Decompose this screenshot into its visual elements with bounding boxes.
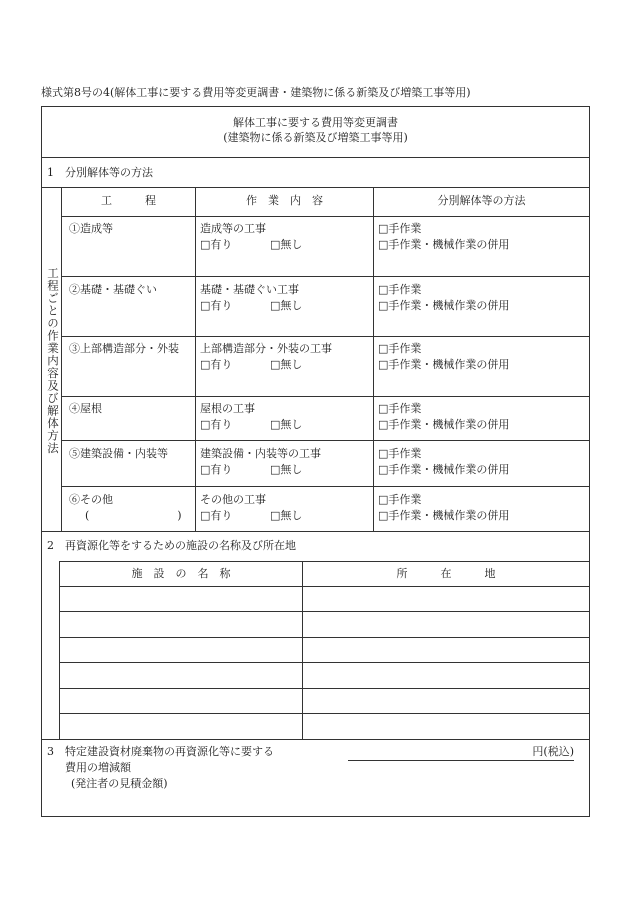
header-facility-name: 施 設 の 名 称 <box>131 567 231 580</box>
row6-method-combined-checkbox[interactable]: □手作業・機械作業の併用 <box>378 509 510 522</box>
row6-yes-checkbox[interactable]: □有り <box>200 509 233 522</box>
row6-no-checkbox[interactable]: □無し <box>270 509 303 522</box>
form-caption: 様式第8号の4(解体工事に要する費用等変更調書・建築物に係る新築及び増築工事等用) <box>41 86 471 99</box>
header-method: 分別解体等の方法 <box>437 194 526 207</box>
divider <box>59 713 589 714</box>
row1-method-manual-checkbox[interactable]: □手作業 <box>378 222 422 235</box>
row5-work: 建築設備・内装等の工事 <box>200 447 321 460</box>
divider <box>61 276 589 277</box>
header-work: 作 業 内 容 <box>246 194 323 207</box>
divider <box>59 688 589 689</box>
row6-work: その他の工事 <box>200 493 266 506</box>
title-line-2: (建築物に係る新築及び増築工事等用) <box>223 131 408 144</box>
section3-heading: 3 特定建設資材廃棄物の再資源化等に要する <box>47 745 274 758</box>
row4-method-manual-checkbox[interactable]: □手作業 <box>378 402 422 415</box>
section1-heading: 1 分別解体等の方法 <box>47 166 153 179</box>
section2-heading: 2 再資源化等をするための施設の名称及び所在地 <box>47 539 296 552</box>
row3-process: ③上部構造部分・外装 <box>69 342 179 355</box>
divider <box>61 486 589 487</box>
row1-no-checkbox[interactable]: □無し <box>270 238 303 251</box>
row3-no-checkbox[interactable]: □無し <box>270 358 303 371</box>
amount-unit: 円(税込) <box>532 745 574 758</box>
divider <box>42 739 589 740</box>
section1-side-label: 工程ごとの作業内容及び解体方法 <box>46 267 60 455</box>
row1-method-combined-checkbox[interactable]: □手作業・機械作業の併用 <box>378 238 510 251</box>
divider <box>59 662 589 663</box>
row3-method-combined-checkbox[interactable]: □手作業・機械作業の併用 <box>378 358 510 371</box>
divider <box>61 187 62 531</box>
header-process: 工 程 <box>101 194 156 207</box>
section3-line2: 費用の増減額 <box>65 761 131 774</box>
row4-process: ④屋根 <box>69 402 102 415</box>
amount-field[interactable] <box>348 744 574 761</box>
row3-method-manual-checkbox[interactable]: □手作業 <box>378 342 422 355</box>
row4-no-checkbox[interactable]: □無し <box>270 418 303 431</box>
row6-method-manual-checkbox[interactable]: □手作業 <box>378 493 422 506</box>
divider <box>61 336 589 337</box>
row1-work: 造成等の工事 <box>200 222 266 235</box>
row2-method-manual-checkbox[interactable]: □手作業 <box>378 283 422 296</box>
row5-process: ⑤建築設備・内装等 <box>69 447 168 460</box>
divider <box>59 561 589 562</box>
row2-yes-checkbox[interactable]: □有り <box>200 299 233 312</box>
divider <box>195 187 196 531</box>
divider <box>61 216 589 217</box>
row2-no-checkbox[interactable]: □無し <box>270 299 303 312</box>
row3-work: 上部構造部分・外装の工事 <box>200 342 332 355</box>
row1-yes-checkbox[interactable]: □有り <box>200 238 233 251</box>
row6-process-blank[interactable]: ( ) <box>85 509 182 522</box>
header-facility-location: 所 在 地 <box>396 567 496 580</box>
row2-work: 基礎・基礎ぐい工事 <box>200 283 299 296</box>
form-frame <box>41 106 590 817</box>
row6-process: ⑥その他 <box>69 493 113 506</box>
row4-method-combined-checkbox[interactable]: □手作業・機械作業の併用 <box>378 418 510 431</box>
row4-yes-checkbox[interactable]: □有り <box>200 418 233 431</box>
row5-no-checkbox[interactable]: □無し <box>270 463 303 476</box>
divider <box>61 440 589 441</box>
row1-process: ①造成等 <box>69 222 113 235</box>
row2-process: ②基礎・基礎ぐい <box>69 283 157 296</box>
section3-line3: (発注者の見積金額) <box>71 777 168 790</box>
divider <box>61 396 589 397</box>
title-line-1: 解体工事に要する費用等変更調書 <box>233 116 398 129</box>
divider <box>59 637 589 638</box>
row2-method-combined-checkbox[interactable]: □手作業・機械作業の併用 <box>378 299 510 312</box>
divider <box>373 187 374 531</box>
divider <box>42 157 589 158</box>
divider <box>42 531 589 532</box>
row3-yes-checkbox[interactable]: □有り <box>200 358 233 371</box>
row5-method-manual-checkbox[interactable]: □手作業 <box>378 447 422 460</box>
row5-yes-checkbox[interactable]: □有り <box>200 463 233 476</box>
divider <box>59 586 589 587</box>
divider <box>59 611 589 612</box>
row5-method-combined-checkbox[interactable]: □手作業・機械作業の併用 <box>378 463 510 476</box>
divider <box>42 187 589 188</box>
row4-work: 屋根の工事 <box>200 402 255 415</box>
form-title <box>42 115 589 145</box>
